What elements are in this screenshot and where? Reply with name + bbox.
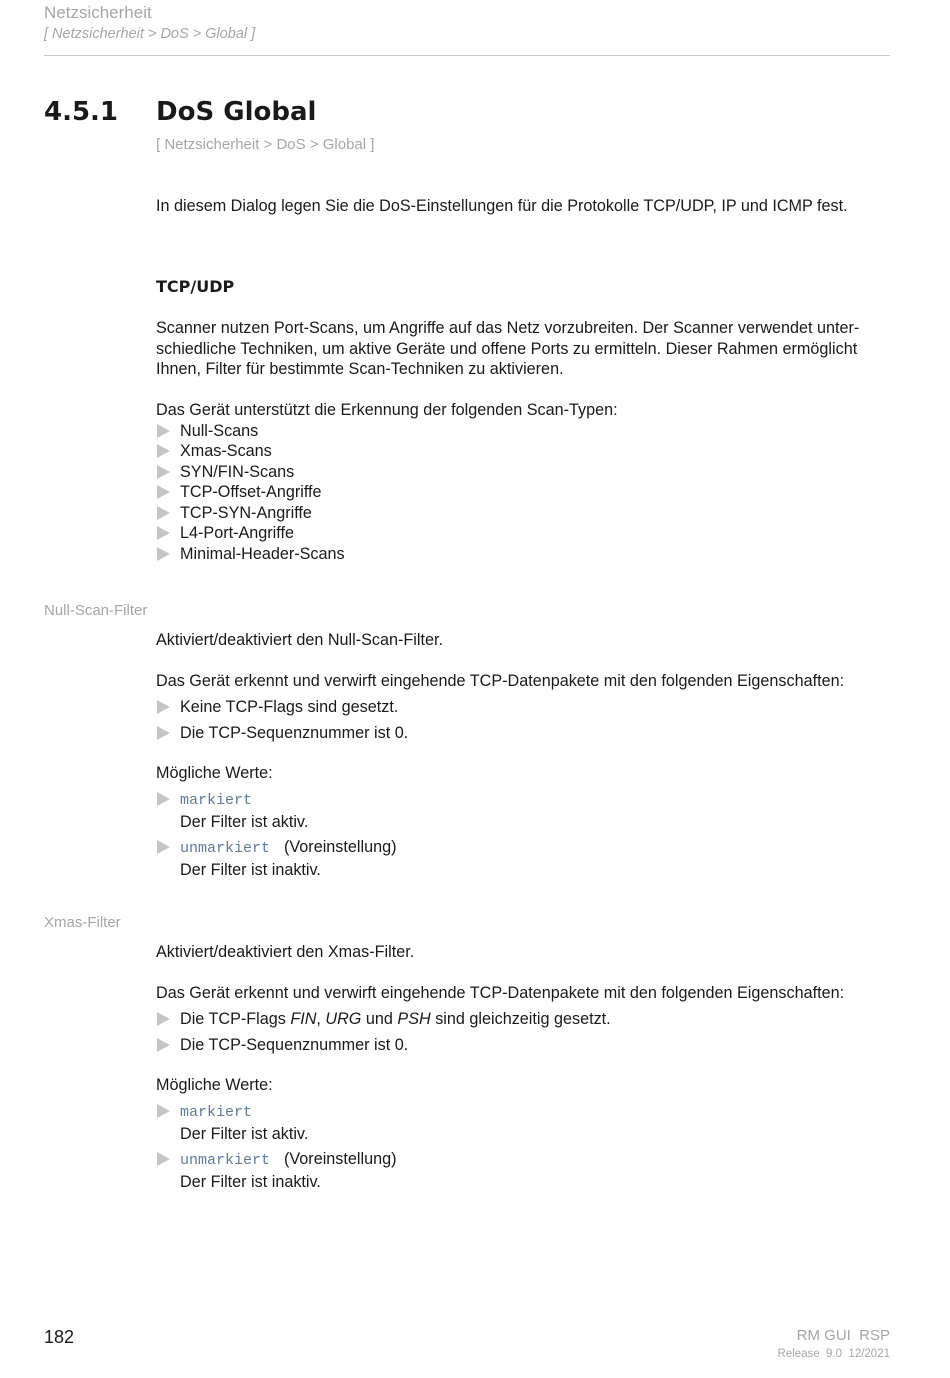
value-markiert: markiert	[180, 792, 253, 809]
scan-types-block	[156, 400, 896, 564]
xmas-filter-props-list	[156, 1009, 896, 1055]
value-description: Der Filter ist inaktiv.	[180, 1172, 321, 1191]
xmas-filter-side-label: Xmas-Filter	[44, 914, 121, 931]
triangle-bullet-icon	[157, 444, 170, 458]
triangle-bullet-icon	[157, 1038, 170, 1052]
list-item: Keine TCP-Flags sind gesetzt.	[156, 697, 896, 718]
xmas-filter-props-intro: Das Gerät erkennt und verwirft eingehende TCP-Datenpakete mit den folgenden Eigenschaften:	[156, 984, 845, 1002]
list-item: L4-Port-Angriffe	[156, 523, 896, 544]
value-option	[156, 837, 896, 880]
section-title: DoS Global	[156, 97, 317, 127]
null-filter-props-intro: Das Gerät erkennt und verwirft eingehende TCP-Datenpakete mit den folgenden Eigenschaften:	[156, 672, 845, 690]
section-breadcrumb: [ Netzsicherheit > DoS > Global ]	[156, 136, 375, 153]
value-option	[156, 1149, 896, 1192]
triangle-bullet-icon	[157, 840, 170, 854]
value-option	[156, 1101, 896, 1144]
triangle-bullet-icon	[157, 547, 170, 561]
running-header-title: Netzsicherheit	[44, 3, 152, 22]
list-item: Null-Scans	[156, 421, 896, 442]
triangle-bullet-icon	[157, 506, 170, 520]
null-filter-side-label: Null-Scan-Filter	[44, 602, 148, 619]
list-item: SYN/FIN-Scans	[156, 462, 896, 483]
triangle-bullet-icon	[157, 1012, 170, 1026]
header-divider	[44, 55, 890, 56]
default-note: (Voreinstellung)	[284, 1150, 397, 1168]
footer-release: Release 9.0 12/2021	[777, 1348, 890, 1360]
null-filter-props-list	[156, 697, 896, 743]
triangle-bullet-icon	[157, 700, 170, 714]
scan-types-intro: Das Gerät unterstützt die Erkennung der folgenden Scan-Typen:	[156, 401, 618, 419]
null-filter-values-list	[156, 789, 896, 880]
value-description: Der Filter ist aktiv.	[180, 812, 309, 831]
null-filter-values-label: Mögliche Werte:	[156, 764, 273, 782]
list-item: TCP-SYN-Angriffe	[156, 503, 896, 524]
value-unmarkiert: unmarkiert	[180, 840, 271, 857]
value-description: Der Filter ist inaktiv.	[180, 860, 321, 879]
xmas-filter-values-label: Mögliche Werte:	[156, 1076, 273, 1094]
xmas-filter-desc: Aktiviert/deaktiviert den Xmas-Filter.	[156, 943, 415, 961]
subsection-title: TCP/UDP	[156, 277, 235, 296]
paragraph-line: Scanner nutzen Port-Scans, um Angriffe auf das Netz vorzubreiten. Der Scanner verwendet unter-	[156, 319, 860, 337]
list-item: Minimal-Header-Scans	[156, 544, 896, 565]
triangle-bullet-icon	[157, 424, 170, 438]
triangle-bullet-icon	[157, 526, 170, 540]
triangle-bullet-icon	[157, 485, 170, 499]
value-markiert: markiert	[180, 1104, 253, 1121]
triangle-bullet-icon	[157, 465, 170, 479]
footer-doc-name: RM GUI RSP	[796, 1327, 890, 1344]
running-header-breadcrumb: [ Netzsicherheit > DoS > Global ]	[44, 26, 256, 42]
value-description: Der Filter ist aktiv.	[180, 1124, 309, 1143]
value-unmarkiert: unmarkiert	[180, 1152, 271, 1169]
triangle-bullet-icon	[157, 1152, 170, 1166]
value-option	[156, 789, 896, 832]
list-item: TCP-Offset-Angriffe	[156, 482, 896, 503]
list-item: Die TCP-Flags FIN, URG und PSH sind gleichzeitig gesetzt.	[156, 1009, 896, 1030]
null-filter-desc: Aktiviert/deaktiviert den Null-Scan-Filter.	[156, 631, 443, 649]
scan-types-list	[156, 421, 896, 565]
triangle-bullet-icon	[157, 1104, 170, 1118]
section-number: 4.5.1	[44, 97, 119, 127]
intro-paragraph: In diesem Dialog legen Sie die DoS-Einstellungen für die Protokolle TCP/UDP, IP und ICMP fest.	[156, 197, 848, 215]
xmas-filter-values-list	[156, 1101, 896, 1192]
default-note: (Voreinstellung)	[284, 838, 397, 856]
paragraph-line: schiedliche Techniken, um aktive Geräte und offene Ports zu ermitteln. Dieser Rahmen ermöglicht	[156, 339, 858, 358]
paragraph-line: Ihnen, Filter für bestimmte Scan-Techniken zu aktivieren.	[156, 360, 564, 378]
list-item: Die TCP-Sequenznummer ist 0.	[156, 1035, 896, 1056]
list-item: Xmas-Scans	[156, 441, 896, 462]
triangle-bullet-icon	[157, 792, 170, 806]
triangle-bullet-icon	[157, 726, 170, 740]
scanner-paragraph	[156, 318, 896, 380]
list-item: Die TCP-Sequenznummer ist 0.	[156, 723, 896, 744]
page-number: 182	[44, 1327, 75, 1347]
